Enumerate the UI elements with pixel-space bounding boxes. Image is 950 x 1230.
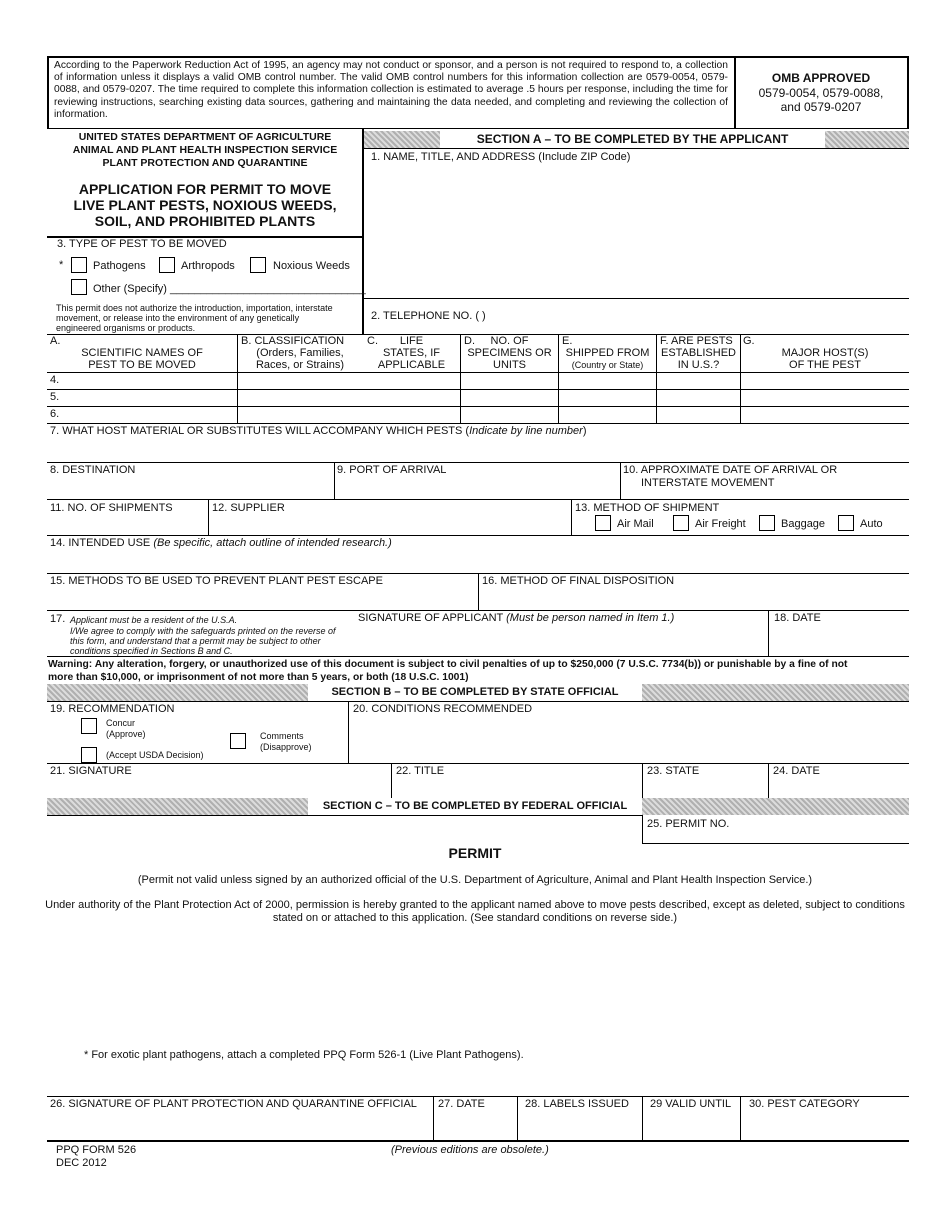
col-f-line3: IN U.S.?	[677, 359, 720, 371]
authority-line1: Under authority of the Plant Protection Act of 2000, permission is hereby granted to the applicant named above to move pests described, except as deleted, subject to conditions	[45, 899, 905, 911]
item14-label: 14. INTENDED USE (Be specific, attach outline of intended research.)	[50, 537, 392, 549]
item28-label: 28. LABELS ISSUED	[525, 1098, 629, 1110]
pathogens-checkbox[interactable]	[71, 257, 87, 273]
baggage-label: Baggage	[781, 518, 826, 530]
pathogens-label: Pathogens	[93, 260, 146, 272]
air-freight-checkbox[interactable]	[673, 515, 689, 531]
col-d-letter: D.	[464, 335, 475, 347]
disclaimer-line1: This permit does not authorize the introduction, importation, interstate	[56, 303, 333, 313]
item22-label: 22. TITLE	[396, 765, 445, 777]
item20-label: 20. CONDITIONS RECOMMENDED	[353, 703, 533, 715]
warning-line2: more than $10,000, or imprisonment of not more than 5 years, or both (18 U.S.C. 1001)	[48, 672, 469, 683]
item10-line2: INTERSTATE MOVEMENT	[641, 477, 775, 489]
concur-checkbox[interactable]	[81, 718, 97, 734]
col-b-line2: (Orders, Families,	[256, 347, 344, 359]
item21-label: 21. SIGNATURE	[50, 765, 132, 777]
applicant-signature-label: SIGNATURE OF APPLICANT (Must be person named in Item 1.)	[358, 612, 675, 624]
col-d-line1: NO. OF	[490, 335, 529, 347]
item11-label: 11. NO. OF SHIPMENTS	[50, 502, 173, 514]
other-checkbox[interactable]	[71, 279, 87, 295]
table-row-number: 5.	[50, 391, 60, 403]
table-row-number: 4.	[50, 374, 60, 386]
omb-title: OMB APPROVED	[771, 71, 871, 85]
accept-usda-label: (Accept USDA Decision)	[106, 750, 204, 760]
col-c-line2: STATES, IF	[382, 347, 441, 359]
permit-title: PERMIT	[448, 845, 502, 861]
form-title-line1: APPLICATION FOR PERMIT TO MOVE	[78, 181, 332, 197]
col-g-letter: G.	[743, 335, 755, 347]
disapprove-label: (Disapprove)	[260, 742, 312, 752]
item23-label: 23. STATE	[647, 765, 700, 777]
item15-label: 15. METHODS TO BE USED TO PREVENT PLANT PEST ESCAPE	[50, 575, 383, 587]
item30-label: 30. PEST CATEGORY	[749, 1098, 860, 1110]
col-e-letter: E.	[562, 335, 573, 347]
item19-label: 19. RECOMMENDATION	[50, 703, 175, 715]
item24-label: 24. DATE	[773, 765, 820, 777]
disclaimer-line2: movement, or release into the environment of any genetically	[56, 313, 300, 323]
auto-label: Auto	[860, 518, 883, 530]
auto-checkbox[interactable]	[838, 515, 854, 531]
comments-label: Comments	[260, 731, 304, 741]
air-mail-checkbox[interactable]	[595, 515, 611, 531]
arthropods-label: Arthropods	[181, 260, 235, 272]
agency-line2: ANIMAL AND PLANT HEALTH INSPECTION SERVICE	[72, 144, 338, 156]
col-a-line1: SCIENTIFIC NAMES OF	[81, 347, 203, 359]
table-row-number: 6.	[50, 408, 60, 420]
comments-checkbox[interactable]	[230, 733, 246, 749]
item12-label: 12. SUPPLIER	[212, 502, 285, 514]
name-address-field[interactable]	[366, 166, 906, 296]
form-title-line2: LIVE PLANT PESTS, NOXIOUS WEEDS,	[73, 197, 337, 213]
item16-label: 16. METHOD OF FINAL DISPOSITION	[482, 575, 675, 587]
item1-label: 1. NAME, TITLE, AND ADDRESS (Include ZIP Code)	[371, 151, 631, 163]
item17-line4: conditions specified in Sections B and C.	[70, 646, 233, 656]
noxious-weeds-label: Noxious Weeds	[273, 260, 350, 272]
item18-label: 18. DATE	[774, 612, 821, 624]
omb-line2: and 0579-0207	[780, 100, 862, 114]
item10-line1: 10. APPROXIMATE DATE OF ARRIVAL OR	[623, 464, 838, 476]
item2-label: 2. TELEPHONE NO. ( )	[371, 310, 486, 322]
other-label: Other (Specify) ________________________________	[93, 283, 366, 295]
concur-label: Concur	[106, 718, 136, 728]
air-freight-label: Air Freight	[695, 518, 746, 530]
previous-editions: (Previous editions are obsolete.)	[391, 1144, 549, 1156]
item25-label: 25. PERMIT NO.	[647, 818, 730, 830]
item3-label: 3. TYPE OF PEST TO BE MOVED	[57, 238, 227, 250]
noxious-weeds-checkbox[interactable]	[250, 257, 266, 273]
paperwork-notice: According to the Paperwork Reduction Act of 1995, an agency may not conduct or sponsor, and a person is not required to respond to, a collection of information unless it displays a valid OMB control number. The valid OMB control numbers for this information collection are 0579-0054, 0579-0088, and 0579-0207. The time required to complete this information collection is estimated to average .5 hours per response, including the time for reviewing instructions, searching existing data sources, gathering and maintaining the data needed, and completing and reviewing the collection of information.	[54, 60, 728, 120]
warning-line1: Warning: Any alteration, forgery, or unauthorized use of this document is subject to civil penalties of up to $250,000 (7 U.S.C. 7734(b)) or punishable by a fine of not	[48, 659, 848, 670]
item13-label: 13. METHOD OF SHIPMENT	[575, 502, 720, 514]
arthropods-checkbox[interactable]	[159, 257, 175, 273]
col-b-line3: Races, or Strains)	[255, 359, 345, 371]
col-d-line2: SPECIMENS OR	[467, 347, 552, 359]
asterisk: *	[59, 259, 64, 271]
item26-label: 26. SIGNATURE OF PLANT PROTECTION AND QUARANTINE OFFICIAL	[50, 1098, 417, 1110]
col-g-line2: OF THE PEST	[789, 359, 861, 371]
col-e-line2: (Country or State)	[571, 360, 644, 370]
omb-line1: 0579-0054, 0579-0088,	[758, 86, 884, 100]
col-a-line2: PEST TO BE MOVED	[88, 359, 196, 371]
item8-label: 8. DESTINATION	[50, 464, 136, 476]
item17-line2: I/We agree to comply with the safeguards printed on the reverse of	[70, 626, 336, 636]
form-date: DEC 2012	[56, 1157, 107, 1169]
section-a-header: SECTION A – TO BE COMPLETED BY THE APPLICANT	[440, 131, 825, 148]
col-b-line1: B. CLASSIFICATION	[241, 335, 345, 347]
col-d-line3: UNITS	[493, 359, 526, 371]
baggage-checkbox[interactable]	[759, 515, 775, 531]
form-title-line3: SOIL, AND PROHIBITED PLANTS	[94, 213, 316, 229]
col-e-line1: SHIPPED FROM	[565, 347, 650, 359]
section-c-header: SECTION C – TO BE COMPLETED BY FEDERAL OFFICIAL	[308, 798, 642, 815]
item27-label: 27. DATE	[438, 1098, 485, 1110]
col-a-letter: A.	[50, 335, 61, 347]
item17-line3: this form, and understand that a permit may be subject to other	[70, 636, 321, 646]
permit-validity: (Permit not valid unless signed by an authorized official of the U.S. Department of Agriculture, Animal and Plant Health Inspection Service.)	[137, 874, 813, 886]
accept-usda-checkbox[interactable]	[81, 747, 97, 763]
col-f-line1: F. ARE PESTS	[660, 335, 733, 347]
item9-label: 9. PORT OF ARRIVAL	[337, 464, 447, 476]
agency-line1: UNITED STATES DEPARTMENT OF AGRICULTURE	[78, 131, 332, 143]
item17-number: 17.	[50, 613, 66, 625]
col-c-line1: LIFE	[399, 335, 424, 347]
item29-label: 29 VALID UNTIL	[650, 1098, 732, 1110]
authority-line2: stated on or attached to this application. (See standard conditions on reverse side.)	[272, 912, 678, 924]
col-c-letter: C.	[367, 335, 378, 347]
approve-label: (Approve)	[106, 729, 146, 739]
item7-label: 7. WHAT HOST MATERIAL OR SUBSTITUTES WILL ACCOMPANY WHICH PESTS (Indicate by line number)	[50, 425, 587, 437]
item17-line1: Applicant must be a resident of the U.S.A.	[70, 615, 238, 625]
air-mail-label: Air Mail	[617, 518, 654, 530]
section-b-header: SECTION B – TO BE COMPLETED BY STATE OFFICIAL	[308, 684, 642, 701]
col-c-line3: APPLICABLE	[377, 359, 446, 371]
col-g-line1: MAJOR HOST(S)	[781, 347, 869, 359]
footnote: * For exotic plant pathogens, attach a completed PPQ Form 526-1 (Live Plant Pathogens).	[84, 1049, 524, 1061]
agency-line3: PLANT PROTECTION AND QUARANTINE	[102, 157, 308, 169]
col-f-line2: ESTABLISHED	[661, 347, 736, 359]
form-number: PPQ FORM 526	[56, 1144, 137, 1156]
disclaimer-line3: engineered organisms or products.	[56, 323, 196, 333]
